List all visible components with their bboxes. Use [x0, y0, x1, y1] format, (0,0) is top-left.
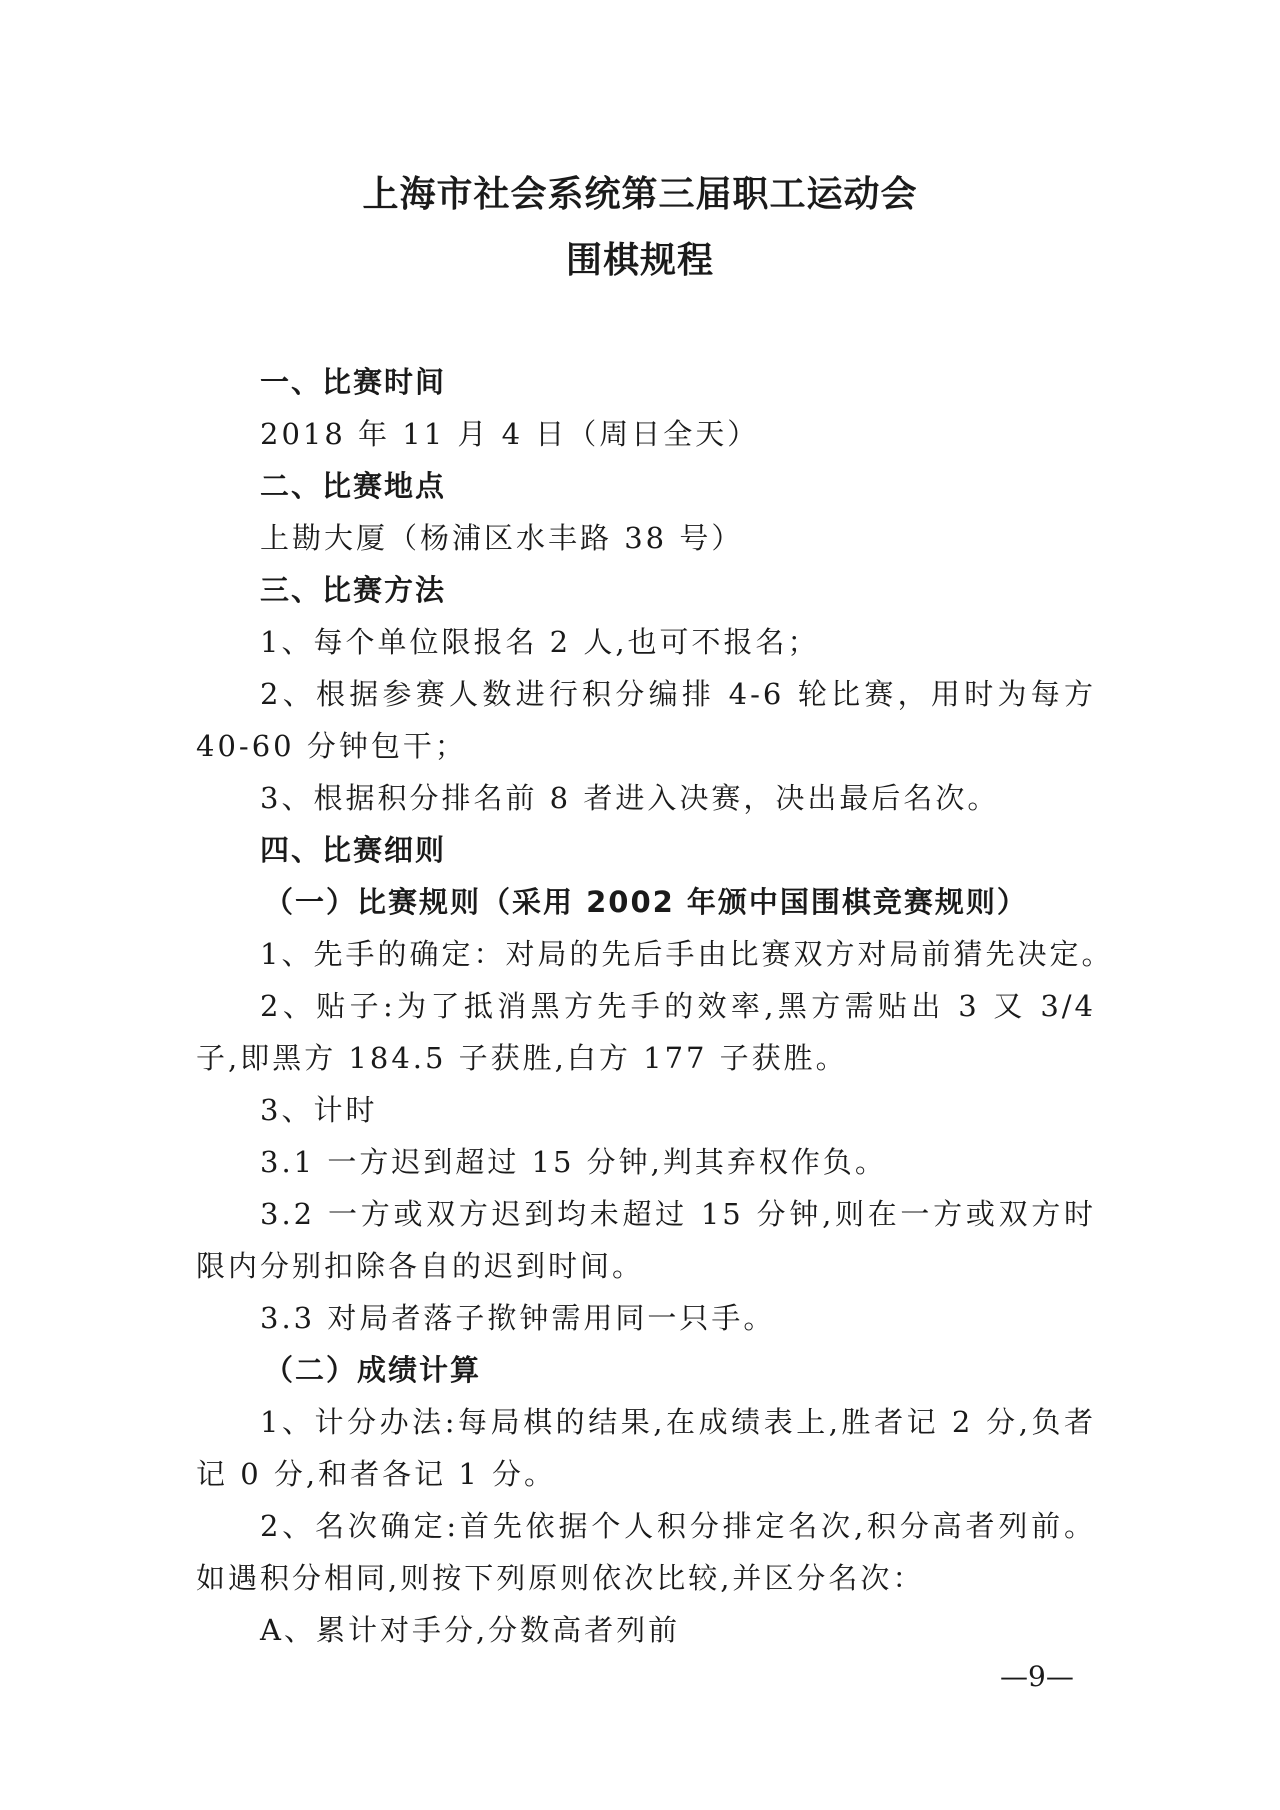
section-heading-method: 三、比赛方法: [260, 573, 447, 607]
document-subtitle: 围棋规程: [565, 240, 714, 281]
rule-item-3: 3、计时: [260, 1093, 378, 1127]
scoring-item-1: 1、计分办法:每局棋的结果,在成绩表上,胜者记 2 分,负者记 0 分,和者各记 1 分。: [196, 1405, 1096, 1491]
section-text-venue: 上勘大厦（杨浦区水丰路 38 号）: [260, 521, 744, 555]
page-number: —9—: [1000, 1660, 1074, 1693]
method-item-3: 3、根据积分排名前 8 者进入决赛，决出最后名次。: [260, 781, 1000, 815]
method-item-2: 2、根据参赛人数进行积分编排 4-6 轮比赛，用时为每方 40-60 分钟包干；: [196, 677, 1096, 763]
rule-item-3-1: 3.1 一方迟到超过 15 分钟,判其弃权作负。: [260, 1145, 887, 1179]
rule-item-3-3: 3.3 对局者落子揿钟需用同一只手。: [260, 1301, 776, 1335]
document-title: 上海市社会系统第三届职工运动会: [362, 174, 918, 215]
section-heading-venue: 二、比赛地点: [260, 469, 447, 503]
subsection-heading-scoring: （二）成绩计算: [264, 1353, 482, 1387]
rule-item-2: 2、贴子:为了抵消黑方先手的效率,黑方需贴出 3 又 3/4 子,即黑方 184.5 子获胜,白方 177 子获胜。: [196, 989, 1096, 1075]
document-body: [196, 356, 1114, 1656]
section-heading-rules: 四、比赛细则: [260, 833, 447, 867]
scoring-item-a: A、累计对手分,分数高者列前: [260, 1613, 681, 1647]
rule-item-1: 1、先手的确定：对局的先后手由比赛双方对局前猜先决定。: [260, 937, 1114, 971]
method-item-1: 1、每个单位限报名 2 人,也可不报名；: [260, 625, 820, 659]
scoring-item-2: 2、名次确定:首先依据个人积分排定名次,积分高者列前。如遇积分相同,则按下列原则依次比较,并区分名次：: [196, 1509, 1096, 1595]
section-heading-time: 一、比赛时间: [260, 365, 447, 399]
subsection-heading-game-rules: （一）比赛规则（采用 2002 年颁中国围棋竞赛规则）: [264, 885, 1028, 919]
section-text-time: 2018 年 11 月 4 日（周日全天）: [260, 417, 760, 451]
rule-item-3-2: 3.2 一方或双方迟到均未超过 15 分钟,则在一方或双方时限内分别扣除各自的迟到时间。: [196, 1197, 1096, 1283]
